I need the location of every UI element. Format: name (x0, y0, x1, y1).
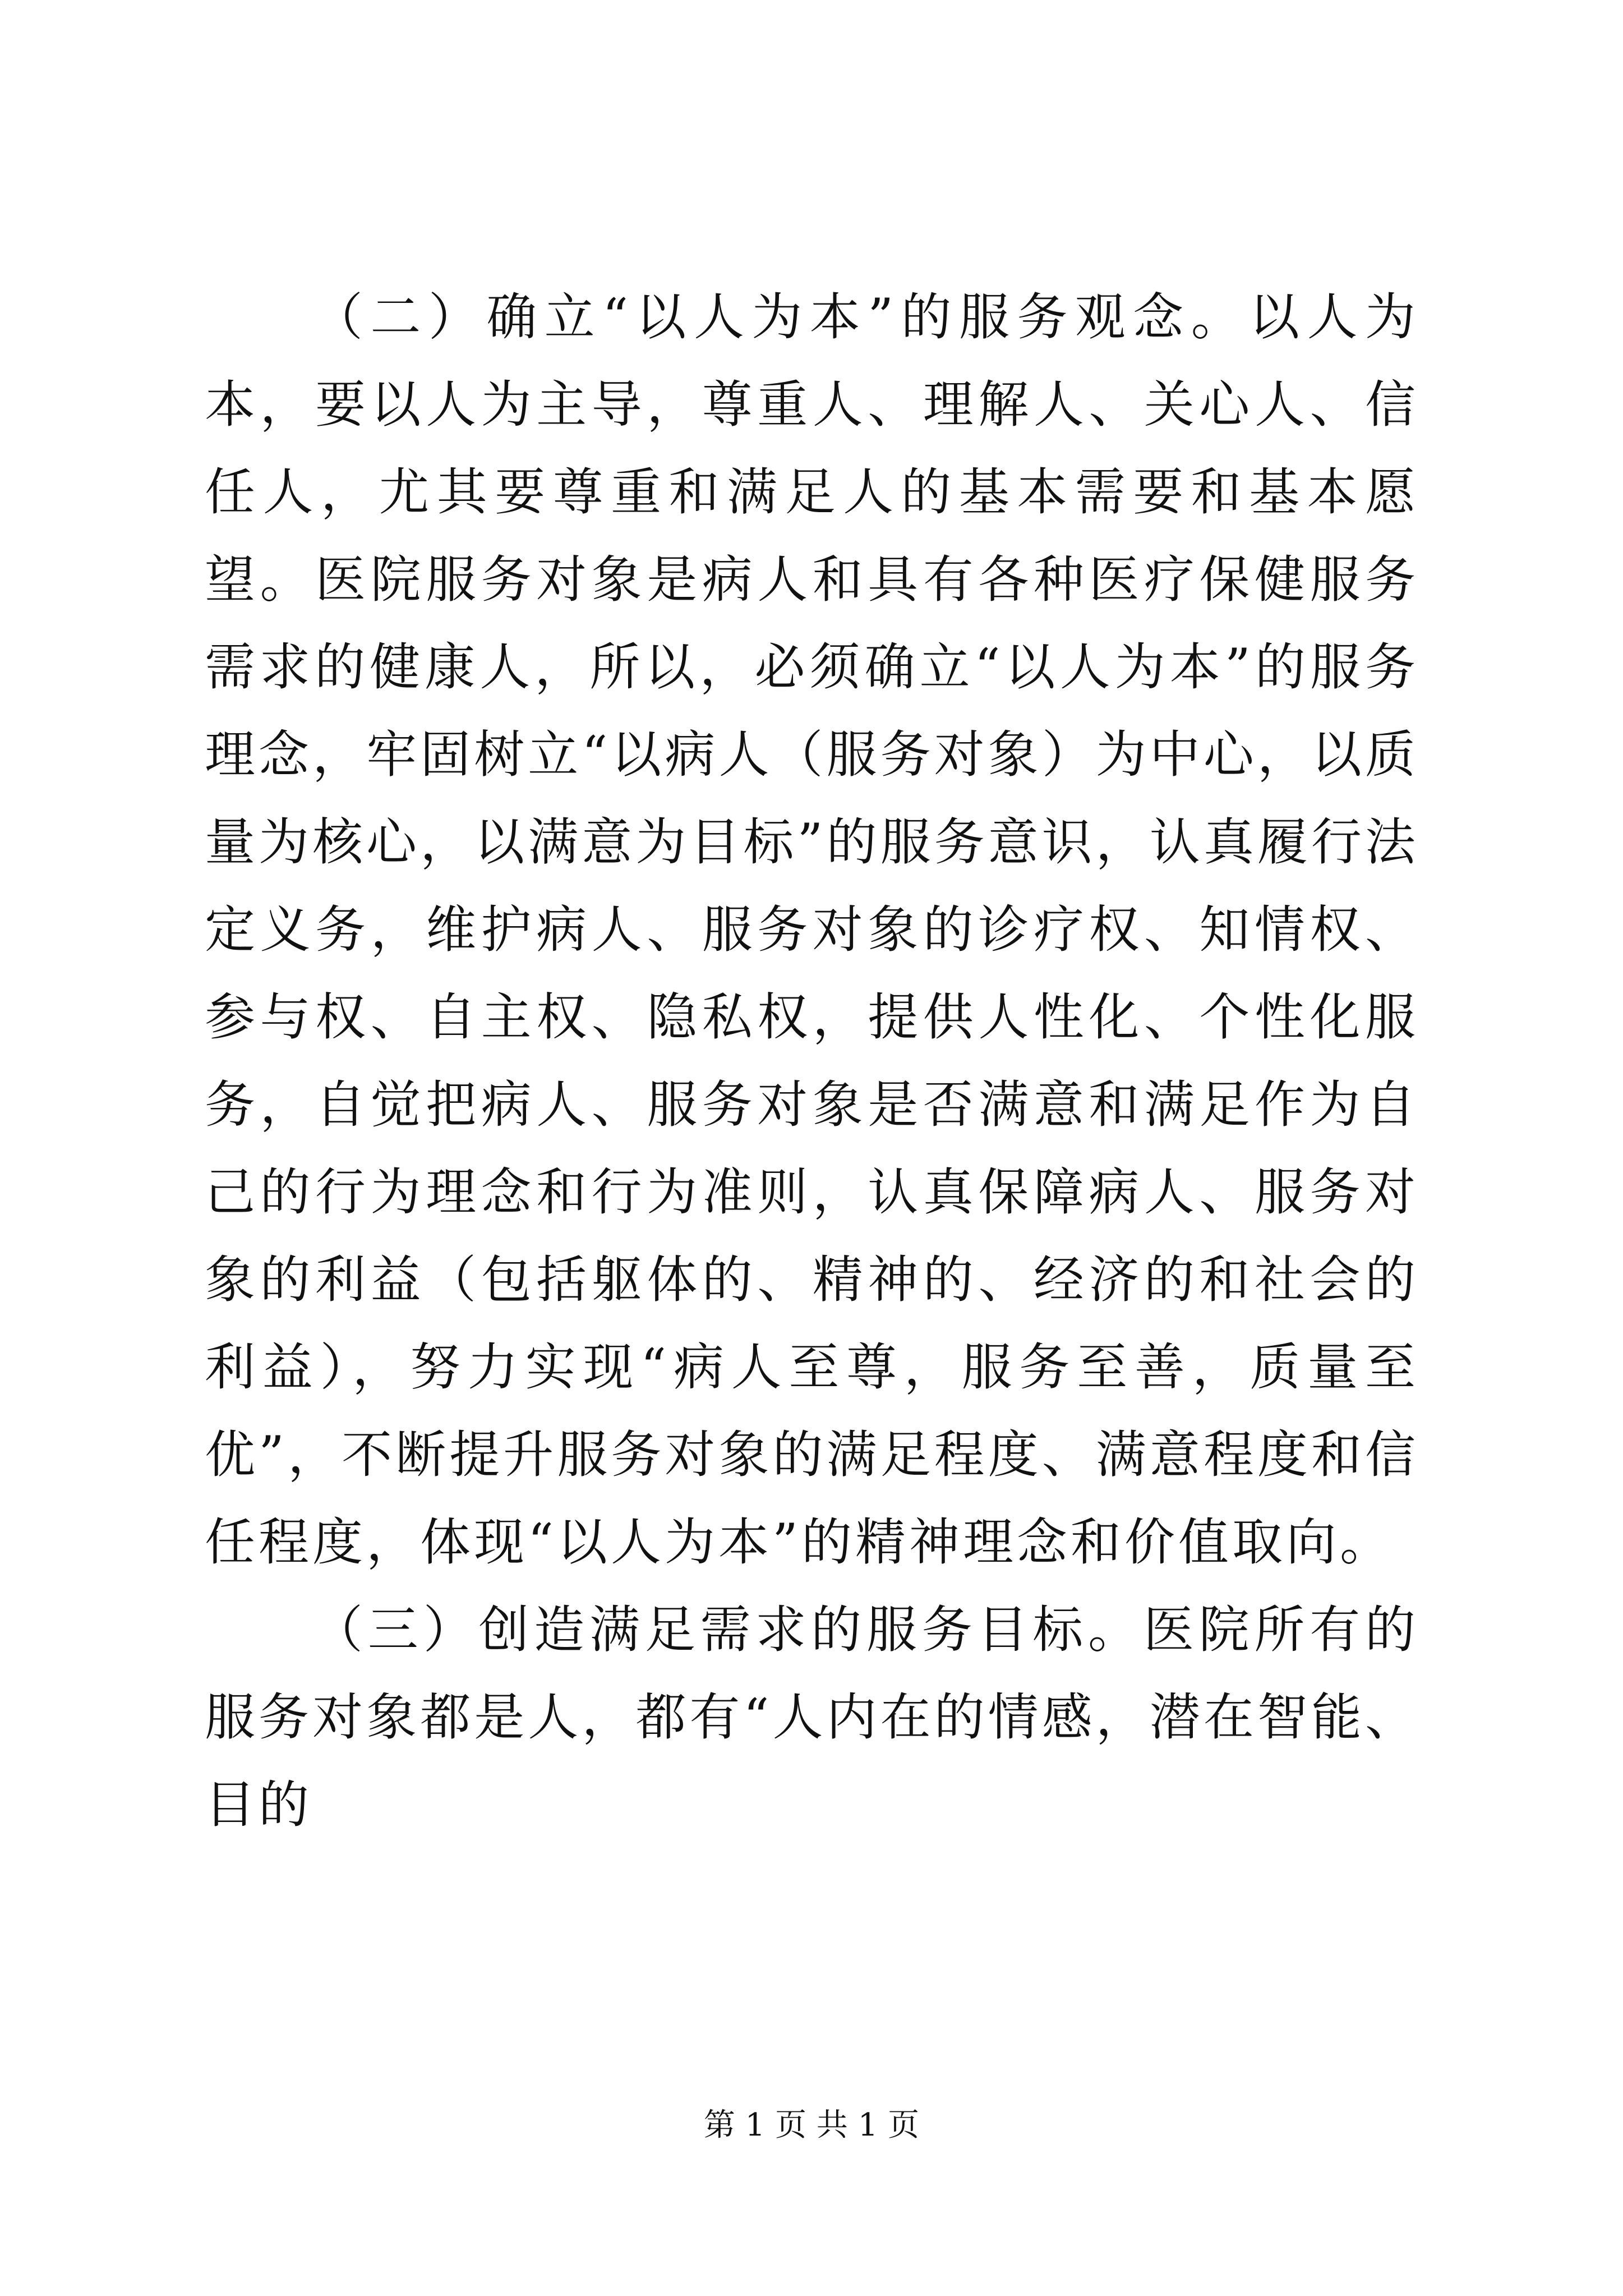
document-body (205, 274, 1419, 1849)
paragraph-2: （二）确立“以人为本”的服务观念。以人为本，要以人为主导，尊重人、理解人、关心人、信任人，尤其要尊重和满足人的基本需要和基本愿望。医院服务对象是病人和具有各种医疗保健服务需求的健康人，所以，必须确立“以人为本”的服务理念，牢固树立“以病人（服务对象）为中心，以质量为核心，以满意为目标”的服务意识，认真履行法定义务，维护病人、服务对象的诊疗权、知情权、参与权、自主权、隐私权，提供人性化、个性化服务，自觉把病人、服务对象是否满意和满足作为自己的行为理念和行为准则，认真保障病人、服务对象的利益（包括躯体的、精神的、经济的和社会的利益），努力实现“病人至尊，服务至善，质量至优”，不断提升服务对象的满足程度、满意程度和信任程度，体现“以人为本”的精神理念和价值取向。 (205, 288, 1419, 1572)
paragraph-3: （三）创造满足需求的服务目标。医院所有的服务对象都是人，都有“人内在的情感，潜在智能、目的 (205, 1600, 1419, 1834)
page-footer: 第 1 页 共 1 页 (703, 2107, 920, 2143)
